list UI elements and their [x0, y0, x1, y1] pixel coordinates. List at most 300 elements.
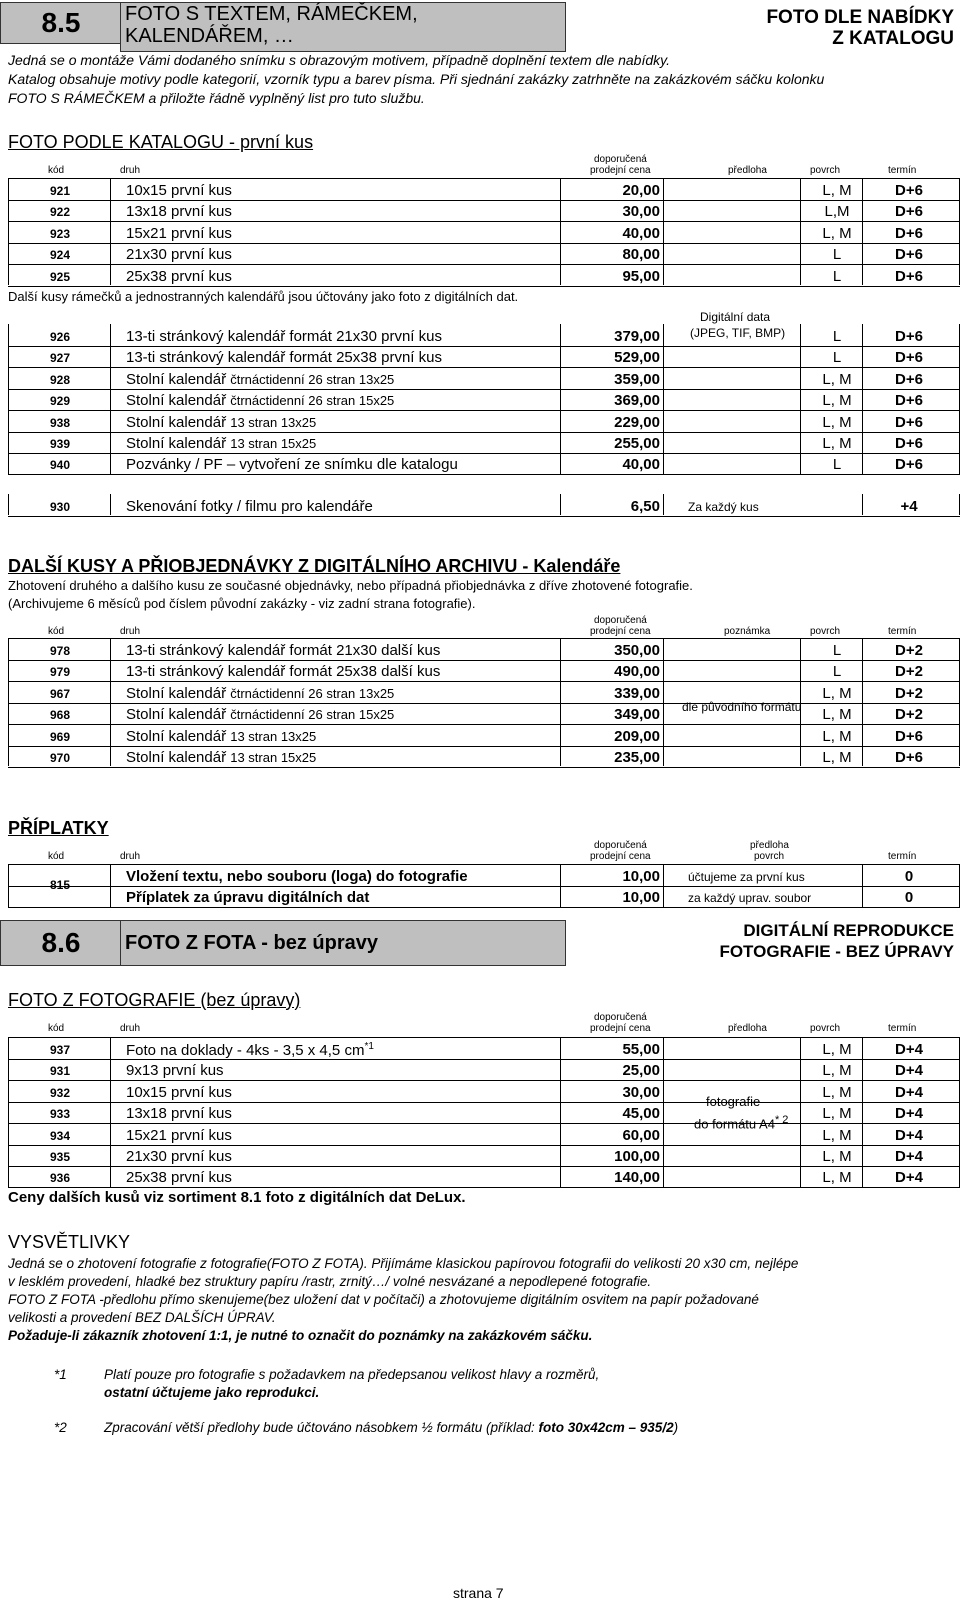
- column-divider: [8, 864, 9, 907]
- column-divider: [862, 178, 863, 285]
- footnote1-line2: ostatní účtujeme jako reprodukci.: [104, 1385, 320, 1400]
- row-code: 925: [50, 269, 71, 284]
- row-surface: L, M: [822, 1083, 852, 1101]
- row-code: 924: [50, 248, 71, 263]
- column-divider: [800, 1037, 801, 1187]
- col-druh: druh: [120, 626, 141, 637]
- row-code: 939: [50, 437, 71, 451]
- table-row: [8, 886, 960, 908]
- row-surface: L, M: [822, 392, 852, 410]
- row-term: D+2: [895, 663, 923, 681]
- row-code: 979: [50, 665, 71, 680]
- column-divider: [560, 638, 561, 766]
- row-code: 978: [50, 644, 71, 658]
- archive-section-title: DALŠÍ KUSY A PŘIOBJEDNÁVKY Z DIGITÁLNÍHO ARCHIVU - Kalendáře: [8, 556, 621, 576]
- row-code: 969: [50, 729, 71, 744]
- row-surface: L, M: [822, 413, 852, 431]
- row-price: 229,00: [614, 413, 660, 431]
- row-term: D+4: [895, 1105, 923, 1123]
- description-detail: 13 stran 13x25: [230, 414, 317, 430]
- table-row: [8, 1124, 960, 1146]
- col-cena1: doporučená: [594, 1012, 647, 1023]
- section-title: FOTO Z FOTA - bez úpravy: [120, 920, 566, 966]
- description-text: 9x13 první kus: [126, 1062, 224, 1080]
- row-code: 931: [50, 1064, 71, 1079]
- row-price: 60,00: [622, 1126, 660, 1144]
- photo-format-note: [694, 1114, 788, 1131]
- table-row: [8, 865, 960, 887]
- table-row: [8, 1038, 960, 1060]
- row-description: [126, 1148, 232, 1165]
- section-number: 8.5: [0, 2, 122, 44]
- row-code: 927: [50, 351, 71, 366]
- col-cena2: prodejní cena: [590, 165, 651, 176]
- row-price: 80,00: [622, 246, 660, 264]
- col-kod: kód: [48, 626, 65, 637]
- col-cena2: prodejní cena: [590, 851, 651, 862]
- row-price: 140,00: [614, 1169, 660, 1187]
- row-price: 55,00: [622, 1041, 660, 1058]
- photo-copy-footer: Ceny dalších kusů viz sortiment 8.1 foto z digitálních dat DeLux.: [8, 1189, 466, 1206]
- notes-p1b: v lesklém provedení, hladké bez struktury papíru /rastr, zrnitý…/ volné nesvázané a nepodlepené fotografie.: [8, 1274, 652, 1289]
- row-term: D+6: [895, 349, 923, 367]
- row-code: 937: [50, 1043, 71, 1057]
- column-divider: [110, 1037, 111, 1187]
- description-main: Stolní kalendář: [126, 370, 231, 388]
- format-text: do formátu A4: [694, 1116, 775, 1132]
- col-cena2: prodejní cena: [590, 1023, 651, 1034]
- description-detail: čtrnáctidenní 26 stran 15x25: [230, 707, 395, 723]
- description-main: Stolní kalendář: [126, 706, 231, 724]
- row-term: D+6: [895, 328, 923, 345]
- col-povrch: povrch: [754, 851, 785, 862]
- description-text: Příplatek za úpravu digitálních dat: [126, 889, 370, 907]
- photo-copy-column-header: [0, 1010, 960, 1040]
- row-term: D+6: [895, 224, 923, 242]
- column-divider: [560, 178, 561, 285]
- row-description: [126, 203, 232, 220]
- row-description: [126, 392, 394, 409]
- row-term: 0: [904, 868, 914, 885]
- row-price: 30,00: [622, 203, 660, 221]
- archive-line1: Zhotovení druhého a dalšího kusu ze současné objednávky, nebo případná přiobjednávka z dříve zhotovené fotografie.: [8, 578, 693, 593]
- col-kod: kód: [48, 1023, 65, 1034]
- column-divider: [663, 1037, 664, 1187]
- row-term: D+6: [895, 267, 923, 285]
- right-title-line2: FOTOGRAFIE - BEZ ÚPRAVY: [719, 942, 954, 961]
- row-price: 359,00: [614, 370, 660, 388]
- row-price: 25,00: [622, 1062, 660, 1080]
- row-price: 349,00: [614, 706, 660, 724]
- original-format-note: dle původního formátu: [682, 700, 802, 714]
- row-description: [126, 328, 442, 345]
- row-description: [126, 349, 442, 366]
- row-surface: L, M: [822, 370, 852, 388]
- row-surface: L, M: [822, 1041, 852, 1058]
- row-code: 926: [50, 330, 71, 344]
- col-termin: termín: [888, 851, 917, 862]
- column-divider: [8, 1037, 9, 1187]
- row-term: D+6: [895, 246, 923, 264]
- table-row: [8, 1145, 960, 1167]
- row-surface: L, M: [822, 182, 852, 199]
- column-divider: [110, 178, 111, 285]
- column-divider: [862, 638, 863, 766]
- col-druh: druh: [120, 1023, 141, 1034]
- table-row: [8, 746, 960, 768]
- description-text: 21x30 první kus: [126, 246, 232, 264]
- table-row: [8, 346, 960, 368]
- column-divider: [110, 638, 111, 766]
- column-divider: [560, 324, 561, 474]
- description-text: 13-ti stránkový kalendář formát 25x38 první kus: [126, 349, 442, 367]
- row-surface: L, M: [822, 1062, 852, 1080]
- row-code: 923: [50, 226, 71, 241]
- description-main: Stolní kalendář: [126, 392, 231, 410]
- section-right-title: [766, 7, 954, 49]
- page-number: strana 7: [453, 1585, 504, 1601]
- row-code: 921: [50, 184, 71, 198]
- column-divider: [800, 178, 801, 285]
- col-povrch: povrch: [810, 165, 841, 176]
- column-divider: [862, 494, 863, 515]
- col-termin: termín: [888, 626, 917, 637]
- description-text: 25x38 první kus: [126, 267, 232, 285]
- col-povrch: povrch: [810, 1023, 841, 1034]
- row-term: D+6: [895, 413, 923, 431]
- column-divider: [663, 324, 664, 474]
- row-term: D+4: [895, 1041, 923, 1058]
- photo-copy-section-title: FOTO Z FOTOGRAFIE (bez úpravy): [8, 990, 301, 1010]
- description-detail: čtrnáctidenní 26 stran 13x25: [230, 371, 395, 387]
- row-description: [126, 246, 232, 263]
- row-description: [126, 225, 232, 242]
- table-row: [8, 265, 960, 287]
- row-code: 929: [50, 394, 71, 409]
- row-surface: L, M: [822, 706, 852, 724]
- row-code: 970: [50, 751, 71, 765]
- notes-p2b: velikosti a provedení BEZ DALŠÍCH ÚPRAV.: [8, 1310, 276, 1325]
- description-text: Foto na doklady - 4ks - 3,5 x 4,5 cm: [126, 1042, 365, 1059]
- description-text: 21x30 první kus: [126, 1148, 232, 1165]
- description-text: 10x15 první kus: [126, 182, 232, 199]
- table-row: [8, 1102, 960, 1124]
- description-main: Stolní kalendář: [126, 727, 231, 745]
- row-term: D+4: [895, 1126, 923, 1144]
- table-row: [8, 200, 960, 222]
- row-code: 922: [50, 205, 71, 220]
- row-code: 967: [50, 686, 71, 701]
- col-predloha: předloha: [750, 840, 789, 851]
- row-price: 6,50: [630, 498, 660, 515]
- notes-p3: Požaduje-li zákazník zhotovení 1:1, je nutné to označit do poznámky na zakázkovém sáčku.: [8, 1328, 593, 1343]
- section-right-title: [719, 920, 954, 962]
- row-description: [126, 868, 468, 885]
- row-term: D+4: [895, 1083, 923, 1101]
- row-price: 209,00: [614, 727, 660, 745]
- footnote1-line1: Platí pouze pro fotografie s požadavkem na předepsanou velikost hlavy a rozměrů,: [104, 1367, 600, 1382]
- row-term: D+6: [895, 749, 923, 766]
- row-description: [126, 706, 394, 723]
- col-kod: kód: [48, 851, 65, 862]
- row-term: D+2: [895, 642, 923, 659]
- row-term: +4: [900, 498, 918, 515]
- row-surface: L: [832, 663, 842, 681]
- table-row: [8, 1166, 960, 1188]
- row-code: 935: [50, 1150, 71, 1164]
- row-note: účtujeme za první kus: [688, 870, 805, 884]
- row-term: 0: [904, 889, 914, 907]
- row-term: D+6: [895, 435, 923, 452]
- row-code: 928: [50, 372, 71, 387]
- footnote2-example: foto 30x42cm – 935/2: [538, 1420, 674, 1435]
- row-term: D+6: [895, 370, 923, 388]
- description-text: 15x21 první kus: [126, 224, 232, 242]
- row-surface: L: [832, 349, 842, 367]
- digital-data-label: Digitální data: [700, 310, 771, 324]
- description-text: 25x38 první kus: [126, 1169, 232, 1187]
- row-price: 45,00: [622, 1105, 660, 1123]
- row-code: 968: [50, 708, 71, 723]
- intro-line2: Katalog obsahuje motivy podle kategorií, vzorník typu a barev písma. Při sjednání zakázky zatrhněte na zakázkovém sáčku kolonku: [8, 71, 825, 87]
- row-description: [126, 371, 394, 388]
- row-code: 932: [50, 1085, 71, 1100]
- table-row: [8, 1059, 960, 1081]
- column-divider: [8, 324, 9, 474]
- footnote-ref: *1: [364, 1041, 374, 1052]
- row-surface: L, M: [822, 224, 852, 242]
- description-text: 13-ti stránkový kalendář formát 25x38 další kus: [126, 663, 441, 681]
- row-term: D+4: [895, 1062, 923, 1080]
- digital-data-formats: (JPEG, TIF, BMP): [690, 326, 786, 340]
- row-price: 350,00: [614, 642, 660, 659]
- row-price: 20,00: [622, 182, 660, 199]
- description-text: 13-ti stránkový kalendář formát 21x30 další kus: [126, 642, 441, 659]
- section-title: [120, 2, 566, 52]
- row-surface: L, M: [822, 727, 852, 745]
- surcharges-title: PŘÍPLATKY: [8, 818, 109, 838]
- row-code: 930: [50, 500, 71, 514]
- column-divider: [862, 1037, 863, 1187]
- row-description: [126, 268, 232, 285]
- column-divider: [8, 494, 9, 515]
- column-divider: [663, 864, 664, 907]
- footnote2-mark: *2: [54, 1420, 67, 1435]
- row-surface: L, M: [822, 1169, 852, 1187]
- column-divider: [110, 494, 111, 515]
- table-row: [8, 703, 960, 725]
- photo-source-note: fotografie: [706, 1094, 761, 1109]
- table-row: [8, 325, 960, 347]
- row-description: [126, 1084, 232, 1101]
- col-druh: druh: [120, 165, 141, 176]
- description-text: 13-ti stránkový kalendář formát 21x30 první kus: [126, 328, 442, 345]
- row-description: [126, 1062, 224, 1079]
- footnote-ref: * 2: [774, 1114, 789, 1126]
- row-price: 95,00: [622, 267, 660, 285]
- row-price: 490,00: [614, 663, 660, 681]
- row-code: 940: [50, 458, 71, 473]
- table-row: [8, 660, 960, 682]
- col-poznamka: poznámka: [724, 626, 771, 637]
- row-surface: L, M: [822, 684, 852, 702]
- row-description: [126, 414, 316, 431]
- footnote2-end: ): [673, 1420, 679, 1435]
- col-termin: termín: [888, 165, 917, 176]
- description-detail: čtrnáctidenní 26 stran 15x25: [230, 393, 395, 409]
- row-surface: L, M: [822, 1105, 852, 1123]
- description-text: Vložení textu, nebo souboru (loga) do fotografie: [126, 868, 468, 885]
- col-cena1: doporučená: [594, 154, 647, 165]
- description-text: Pozvánky / PF – vytvoření ze snímku dle katalogu: [126, 456, 458, 474]
- row-term: D+6: [895, 392, 923, 410]
- intro-line1: Jedná se o montáže Vámi dodaného snímku s obrazovým motivem, případně doplnění textem dle nabídky.: [8, 52, 670, 68]
- col-cena1: doporučená: [594, 615, 647, 626]
- row-code: 934: [50, 1128, 71, 1143]
- description-main: Stolní kalendář: [126, 684, 231, 702]
- row-description: [126, 663, 440, 680]
- table-row: [8, 495, 960, 517]
- footnote1-mark: *1: [54, 1367, 67, 1382]
- column-divider: [560, 864, 561, 907]
- row-price: 529,00: [614, 349, 660, 367]
- table-row: [8, 368, 960, 390]
- table-row: [8, 639, 960, 661]
- table-row: [8, 432, 960, 454]
- table-row: [8, 453, 960, 475]
- col-predloha: předloha: [728, 165, 767, 176]
- row-price: 40,00: [622, 456, 660, 474]
- row-surface: L: [832, 246, 842, 264]
- row-description: [126, 456, 458, 473]
- column-divider: [560, 1037, 561, 1187]
- right-title-line2: Z KATALOGU: [832, 28, 954, 49]
- row-term: D+4: [895, 1169, 923, 1187]
- row-price: 10,00: [622, 868, 660, 885]
- row-description: [126, 685, 394, 702]
- table-row: [8, 243, 960, 265]
- table-row: [8, 682, 960, 704]
- footnote2-text: [104, 1419, 678, 1437]
- row-code: 933: [50, 1107, 71, 1122]
- row-description: [126, 1041, 374, 1059]
- catalog-section-title: FOTO PODLE KATALOGU - první kus: [8, 132, 314, 152]
- surcharge-code: 815: [50, 878, 71, 892]
- table-row: [8, 725, 960, 747]
- column-divider: [800, 324, 801, 474]
- col-termin: termín: [888, 1023, 917, 1034]
- col-povrch: povrch: [810, 626, 841, 637]
- row-price: 255,00: [614, 435, 660, 452]
- description-main: Stolní kalendář: [126, 435, 231, 452]
- row-term: D+6: [895, 182, 923, 199]
- row-description: [126, 1169, 232, 1186]
- row-note: Za každý kus: [688, 500, 759, 514]
- col-kod: kód: [48, 165, 65, 176]
- row-price: 235,00: [614, 749, 660, 766]
- row-note: za každý uprav. soubor: [688, 891, 812, 906]
- row-description: [126, 498, 373, 515]
- section-title-line2: KALENDÁŘEM, …: [125, 25, 294, 47]
- row-term: D+4: [895, 1148, 923, 1165]
- right-title-line1: DIGITÁLNÍ REPRODUKCE: [743, 921, 954, 940]
- row-surface: L: [832, 328, 842, 345]
- row-surface: L: [832, 456, 842, 474]
- col-cena1: doporučená: [594, 840, 647, 851]
- description-text: Skenování fotky / filmu pro kalendáře: [126, 498, 373, 515]
- description-detail: čtrnáctidenní 26 stran 13x25: [230, 685, 395, 701]
- row-surface: L, M: [822, 749, 852, 766]
- notes-title: VYSVĚTLIVKY: [8, 1232, 131, 1252]
- notes-p1a: Jedná se o zhotovení fotografie z fotografie(FOTO Z FOTA). Přijímáme klasickou papírovou fotografii do velikosti 20 x30 cm, nejlépe: [8, 1256, 799, 1271]
- row-term: D+6: [895, 456, 923, 474]
- row-price: 379,00: [614, 328, 660, 345]
- row-price: 339,00: [614, 684, 660, 702]
- row-price: 369,00: [614, 392, 660, 410]
- column-divider: [663, 494, 664, 515]
- table-row: [8, 222, 960, 244]
- row-surface: L: [832, 267, 842, 285]
- column-divider: [862, 864, 863, 907]
- row-description: [126, 642, 440, 659]
- row-surface: L, M: [822, 435, 852, 452]
- description-text: 15x21 první kus: [126, 1126, 232, 1144]
- notes-p2a: FOTO Z FOTA -předlohu přímo skenujeme(bez uložení dat v počítači) a zhotovujeme digitálním osvitem na papír požadované: [8, 1292, 759, 1307]
- row-price: 30,00: [622, 1083, 660, 1101]
- right-title-line1: FOTO DLE NABÍDKY: [766, 7, 954, 28]
- row-description: [126, 728, 316, 745]
- row-description: [126, 1127, 232, 1144]
- column-divider: [663, 178, 664, 285]
- row-description: [126, 182, 232, 199]
- row-term: D+6: [895, 203, 923, 221]
- footnote2-body: Zpracování větší předlohy bude účtováno násobkem ½ formátu (příklad:: [104, 1420, 539, 1435]
- column-divider: [663, 638, 664, 766]
- intro-line3: FOTO S RÁMEČKEM a přiložte řádně vyplněný list pro tuto službu.: [8, 90, 425, 106]
- archive-line2: (Archivujeme 6 měsíců pod číslem původní zakázky - viz zadní strana fotografie).: [8, 596, 476, 611]
- row-description: [126, 889, 369, 906]
- col-druh: druh: [120, 851, 141, 862]
- row-term: D+6: [895, 727, 923, 745]
- column-divider: [8, 638, 9, 766]
- column-divider: [862, 324, 863, 474]
- row-surface: L, M: [822, 1148, 852, 1165]
- description-detail: 13 stran 15x25: [230, 436, 317, 451]
- row-code: 936: [50, 1171, 71, 1186]
- col-cena2: prodejní cena: [590, 626, 651, 637]
- row-price: 100,00: [614, 1148, 660, 1165]
- section-title-line1: FOTO S TEXTEM, RÁMEČKEM,: [125, 3, 418, 25]
- column-divider: [560, 494, 561, 515]
- table-row: [8, 179, 960, 201]
- table-row: [8, 1081, 960, 1103]
- description-text: 13x18 první kus: [126, 1105, 232, 1123]
- table-row: [8, 389, 960, 411]
- row-term: D+2: [895, 706, 923, 724]
- section-number: 8.6: [0, 920, 122, 966]
- description-main: Stolní kalendář: [126, 749, 231, 766]
- description-text: 13x18 první kus: [126, 203, 232, 221]
- row-description: [126, 749, 316, 766]
- column-divider: [8, 178, 9, 285]
- row-price: 10,00: [622, 889, 660, 907]
- row-surface: L,M: [824, 203, 850, 221]
- description-main: Stolní kalendář: [126, 413, 231, 431]
- row-description: [126, 1105, 232, 1122]
- catalog-note: Další kusy rámečků a jednostranných kalendářů jsou účtovány jako foto z digitálních dat.: [8, 289, 519, 304]
- row-surface: L: [832, 642, 842, 659]
- row-description: [126, 435, 316, 452]
